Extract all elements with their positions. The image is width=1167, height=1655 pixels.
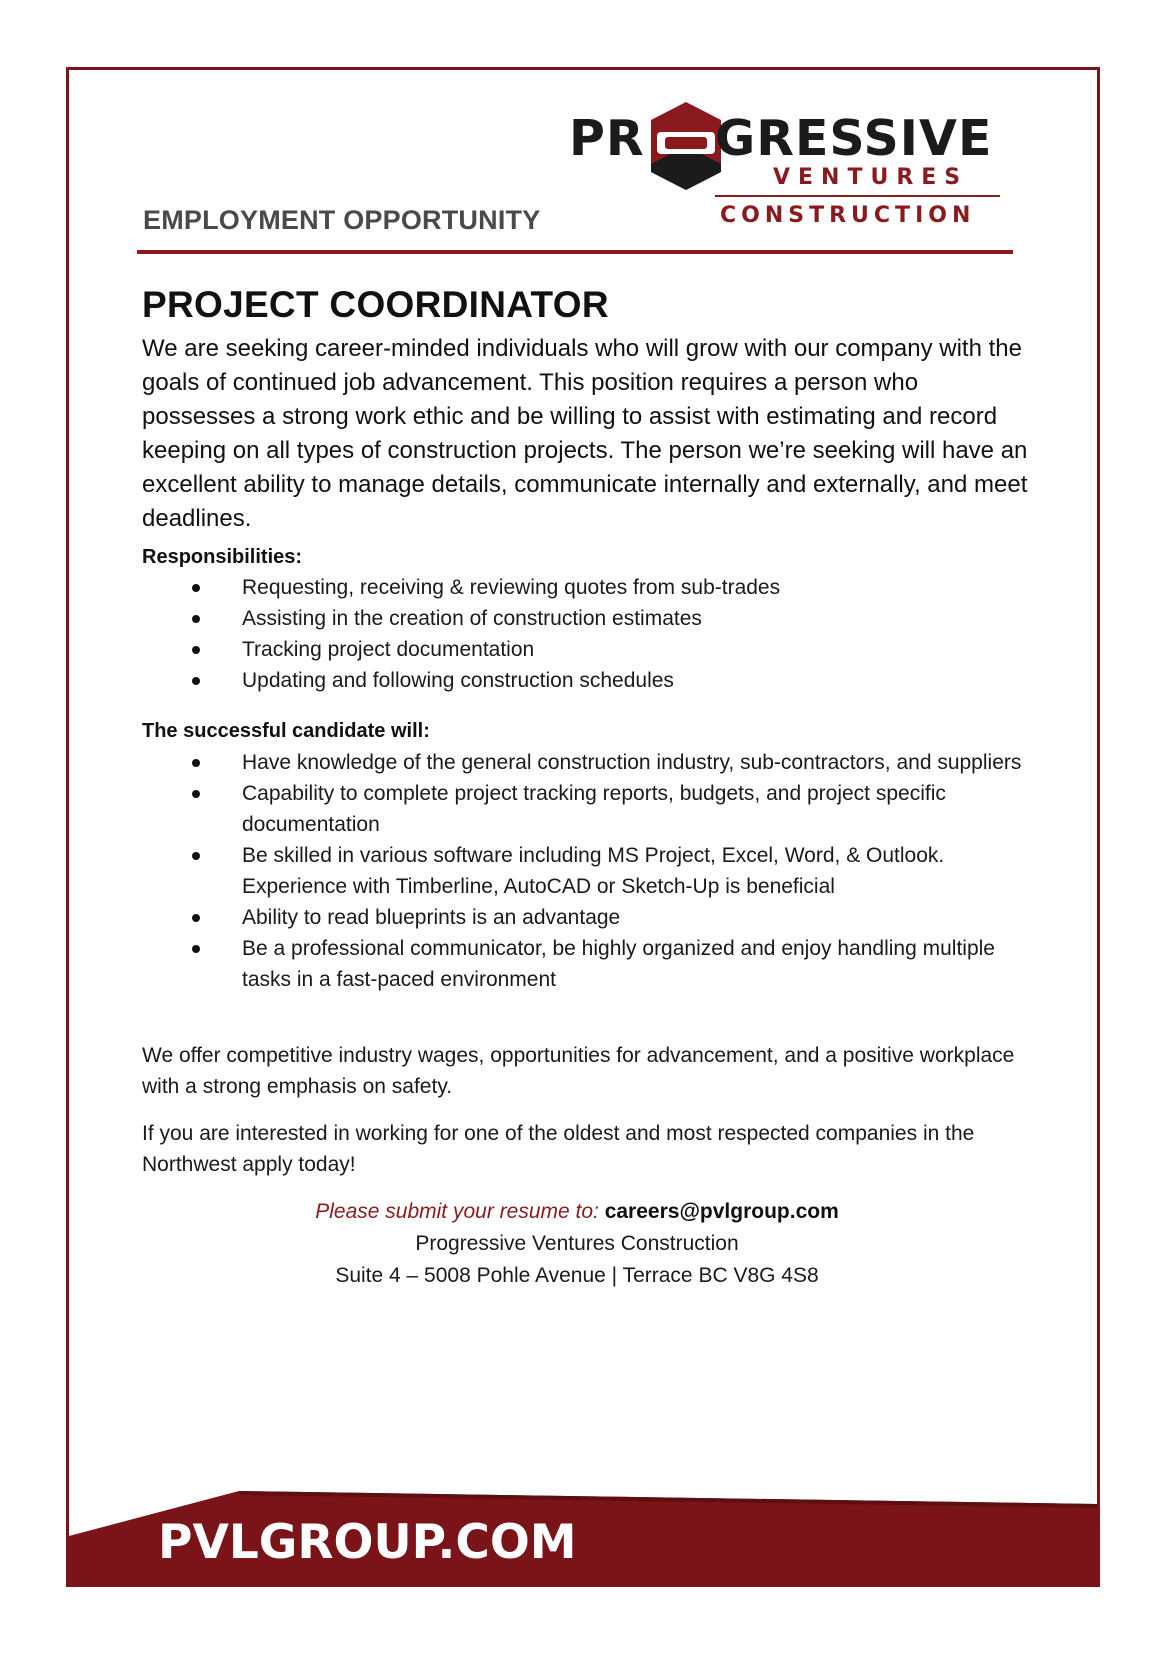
submit-line <box>142 1196 1012 1228</box>
candidate-heading: The successful candidate will: <box>142 720 430 742</box>
bullet-icon <box>192 584 200 592</box>
bullet-icon <box>192 615 200 623</box>
responsibilities-list <box>142 572 1022 696</box>
logo-word-start: PR <box>569 110 645 167</box>
bullet-icon <box>192 677 200 685</box>
bullet-icon <box>192 914 200 922</box>
company-logo <box>565 100 1025 230</box>
list-item: Be a professional communicator, be highly organized and enjoy handling multiple tasks in a fast-paced environment <box>142 933 1022 995</box>
logo-word-end: GRESSIVE <box>715 110 993 167</box>
company-name: Progressive Ventures Construction <box>415 1232 739 1255</box>
footer-website-link[interactable]: PVLGROUP.COM <box>158 1515 577 1570</box>
job-title: PROJECT COORDINATOR <box>142 284 609 325</box>
list-item: Updating and following construction schedules <box>142 665 1022 696</box>
employment-opportunity-label: EMPLOYMENT OPPORTUNITY <box>143 205 541 235</box>
list-item: Ability to read blueprints is an advantage <box>142 902 1022 933</box>
list-item: Tracking project documentation <box>142 634 1022 665</box>
bullet-icon <box>192 646 200 654</box>
logo-divider <box>715 195 1000 197</box>
logo-construction: CONSTRUCTION <box>720 203 976 228</box>
bullet-icon <box>192 945 200 953</box>
responsibilities-heading: Responsibilities: <box>142 546 303 568</box>
bullet-icon <box>192 759 200 767</box>
list-item: Requesting, receiving & reviewing quotes from sub-trades <box>142 572 1022 603</box>
company-address: Suite 4 – 5008 Pohle Avenue | Terrace BC V8G 4S8 <box>335 1264 819 1287</box>
contact-block <box>142 1196 1012 1292</box>
list-item: Have knowledge of the general construction industry, sub-contractors, and suppliers <box>142 747 1022 778</box>
logo-ventures: VENTURES <box>773 165 969 190</box>
candidate-list <box>142 747 1022 995</box>
header-divider <box>137 250 1013 254</box>
hexagon-logo-icon <box>651 102 721 190</box>
offer-paragraph: We offer competitive industry wages, opportunities for advancement, and a positive workplace with a strong emphasis on safety. <box>142 1044 1015 1098</box>
list-item: Capability to complete project tracking reports, budgets, and project specific documentation <box>142 778 1022 840</box>
apply-paragraph: If you are interested in working for one of the oldest and most respected companies in the Northwest apply today! <box>142 1122 975 1176</box>
list-item: Be skilled in various software including MS Project, Excel, Word, & Outlook. Experience with Timberline, AutoCAD or Sketch-Up is beneficial <box>142 840 1022 902</box>
job-intro: We are seeking career-minded individuals who will grow with our company with the goals of continued job advancement. This position requires a person who possesses a strong work ethic and be willing to assist with estimating and record keeping on all types of construction projects. The person we’re seeking will have an excellent ability to manage details, communicate internally and externally, and meet deadlines. <box>142 335 1028 532</box>
email-link[interactable]: careers@pvlgroup.com <box>604 1200 839 1223</box>
bullet-icon <box>192 790 200 798</box>
bullet-icon <box>192 852 200 860</box>
submit-label: Please submit your resume to: <box>315 1200 599 1223</box>
list-item: Assisting in the creation of construction estimates <box>142 603 1022 634</box>
